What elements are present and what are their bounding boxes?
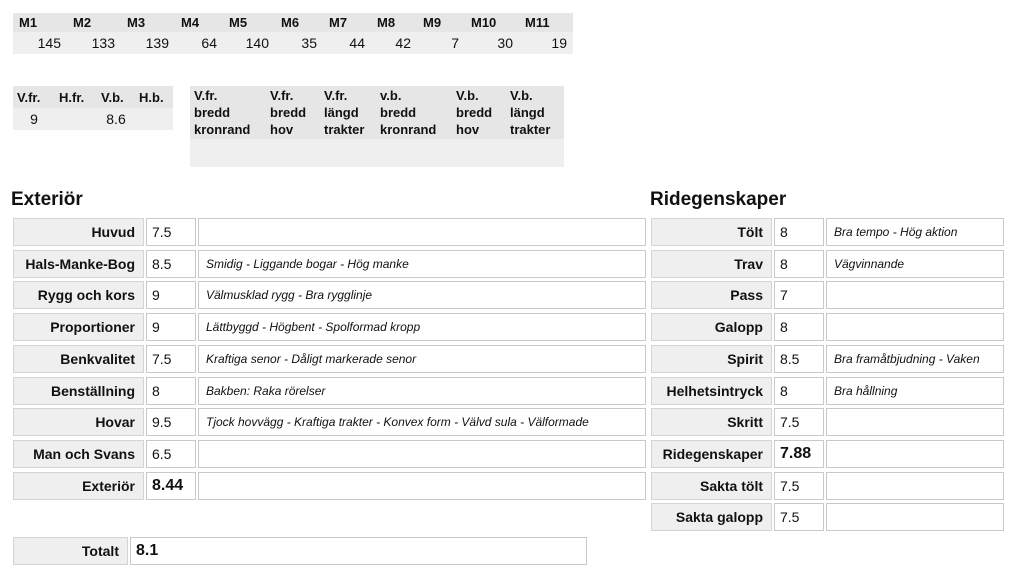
score-comment: Lättbyggd - Högbent - Spolformad kropp [198,313,646,341]
measure-header: M11 [519,13,573,32]
exterior-title: Exteriör [11,189,83,210]
hoof-detail-header [506,86,564,139]
score-comment [826,281,1004,309]
hoof-detail-header [190,86,266,139]
score-row [13,440,646,468]
measure-value: 64 [175,32,223,54]
score-value: 7.5 [774,503,824,531]
measurements-header-row [13,13,573,32]
score-label: Ridegenskaper [651,440,772,468]
score-comment: Bra framåtbjudning - Vaken [826,345,1004,373]
hoof-detail-line: bredd [270,105,307,120]
hoof-detail-line: kronrand [194,122,251,137]
score-row [13,281,646,309]
hoof-detail-line: längd [510,105,545,120]
hoof-detail-line: hov [456,122,480,137]
score-label: Tölt [651,218,772,246]
score-comment [198,440,646,468]
score-value: 6.5 [146,440,196,468]
score-label: Pass [651,281,772,309]
hoof-table [13,86,173,130]
score-comment [826,503,1004,531]
total-score: 8.1 [130,537,587,565]
hoof-header-row [13,86,173,108]
score-value: 8 [774,377,824,405]
hoof-detail-line: V.fr. [194,88,218,103]
hoof-detail-line: V.b. [510,88,533,103]
hoof-value: 9 [13,108,55,130]
score-comment: Bra tempo - Hög aktion [826,218,1004,246]
measure-value: 44 [323,32,371,54]
score-value: 7.5 [774,472,824,500]
measure-value: 133 [67,32,121,54]
hoof-detail-header-row [190,86,564,139]
score-comment: Tjock hovvägg - Kraftiga trakter - Konvex form - Välvd sula - Välformade [198,408,646,436]
measure-value: 19 [519,32,573,54]
hoof-detail-line: bredd [194,105,231,120]
score-label: Trav [651,250,772,278]
measure-value: 30 [465,32,519,54]
score-label: Galopp [651,313,772,341]
measure-header: M5 [223,13,275,32]
hoof-detail-header [452,86,506,139]
score-value: 9 [146,313,196,341]
hoof-detail-line: hov [270,122,294,137]
hoof-detail-line: bredd [380,105,417,120]
measure-value: 145 [13,32,67,54]
riding-title: Ridegenskaper [650,189,787,210]
total-row [13,537,587,565]
measure-header: M8 [371,13,417,32]
measure-header: M4 [175,13,223,32]
score-row [651,440,1004,468]
hoof-detail-value [506,139,564,167]
measure-value: 7 [417,32,465,54]
score-value: 8 [774,313,824,341]
hoof-value: 8.6 [97,108,135,130]
score-comment [826,313,1004,341]
score-label: Hals-Manke-Bog [13,250,144,278]
score-label: Helhetsintryck [651,377,772,405]
score-value: 9 [146,281,196,309]
score-row [13,250,646,278]
total-label: Totalt [13,537,128,565]
hoof-detail-line: kronrand [380,122,437,137]
score-value: 7.5 [774,408,824,436]
score-value: 7 [774,281,824,309]
score-value: 8.5 [146,250,196,278]
score-value: 7.5 [146,345,196,373]
measure-header: M1 [13,13,67,32]
measure-header: M2 [67,13,121,32]
hoof-header: H.b. [135,86,173,108]
score-row [13,377,646,405]
score-row [13,345,646,373]
score-row [651,313,1004,341]
hoof-header: H.fr. [55,86,97,108]
score-row [651,408,1004,436]
score-comment [826,408,1004,436]
score-label: Proportioner [13,313,144,341]
hoof-detail-table [190,86,564,167]
score-row [651,281,1004,309]
measure-header: M7 [323,13,371,32]
score-row [651,503,1004,531]
score-row [651,472,1004,500]
score-label: Rygg och kors [13,281,144,309]
measure-header: M6 [275,13,323,32]
score-comment: Kraftiga senor - Dåligt markerade senor [198,345,646,373]
hoof-detail-line: trakter [324,122,365,137]
score-label: Man och Svans [13,440,144,468]
score-value: 9.5 [146,408,196,436]
hoof-detail-value [320,139,376,167]
score-value: 7.88 [774,440,824,468]
score-label: Spirit [651,345,772,373]
score-row [13,472,646,500]
score-comment: Bakben: Raka rörelser [198,377,646,405]
measure-value: 140 [223,32,275,54]
score-label: Sakta galopp [651,503,772,531]
measure-value: 35 [275,32,323,54]
hoof-detail-value [190,139,266,167]
score-row [13,408,646,436]
hoof-detail-value [452,139,506,167]
score-comment: Vägvinnande [826,250,1004,278]
score-comment [826,440,1004,468]
hoof-detail-value [266,139,320,167]
measure-value: 42 [371,32,417,54]
hoof-detail-header [320,86,376,139]
measurements-table [13,13,573,54]
score-label: Hovar [13,408,144,436]
score-value: 8 [146,377,196,405]
hoof-detail-line: bredd [456,105,493,120]
score-value: 8.5 [774,345,824,373]
measure-value: 139 [121,32,175,54]
measure-header: M3 [121,13,175,32]
score-comment [198,218,646,246]
hoof-detail-line: v.b. [380,88,402,103]
score-label: Exteriör [13,472,144,500]
hoof-detail-value [376,139,452,167]
score-comment: Välmusklad rygg - Bra rygglinje [198,281,646,309]
score-label: Skritt [651,408,772,436]
score-row [13,218,646,246]
hoof-detail-value-row [190,139,564,167]
score-label: Benställning [13,377,144,405]
score-row [13,313,646,341]
score-label: Benkvalitet [13,345,144,373]
score-value: 7.5 [146,218,196,246]
score-row [651,377,1004,405]
score-value: 8 [774,218,824,246]
score-label: Sakta tölt [651,472,772,500]
score-row [651,250,1004,278]
measure-header: M10 [465,13,519,32]
hoof-detail-line: längd [324,105,359,120]
measurements-value-row [13,32,573,54]
hoof-value [55,108,97,130]
hoof-detail-header [376,86,452,139]
score-row [651,345,1004,373]
hoof-header: V.fr. [13,86,55,108]
hoof-detail-line: V.b. [456,88,479,103]
score-comment [198,472,646,500]
hoof-header: V.b. [97,86,135,108]
hoof-value-row [13,108,173,130]
hoof-detail-line: V.fr. [324,88,348,103]
measure-header: M9 [417,13,465,32]
score-row [651,218,1004,246]
score-value: 8.44 [146,472,196,500]
hoof-value [135,108,173,130]
hoof-detail-header [266,86,320,139]
score-comment: Smidig - Liggande bogar - Hög manke [198,250,646,278]
score-comment [826,472,1004,500]
hoof-detail-line: V.fr. [270,88,294,103]
score-comment: Bra hållning [826,377,1004,405]
score-label: Huvud [13,218,144,246]
hoof-detail-line: trakter [510,122,551,137]
score-value: 8 [774,250,824,278]
